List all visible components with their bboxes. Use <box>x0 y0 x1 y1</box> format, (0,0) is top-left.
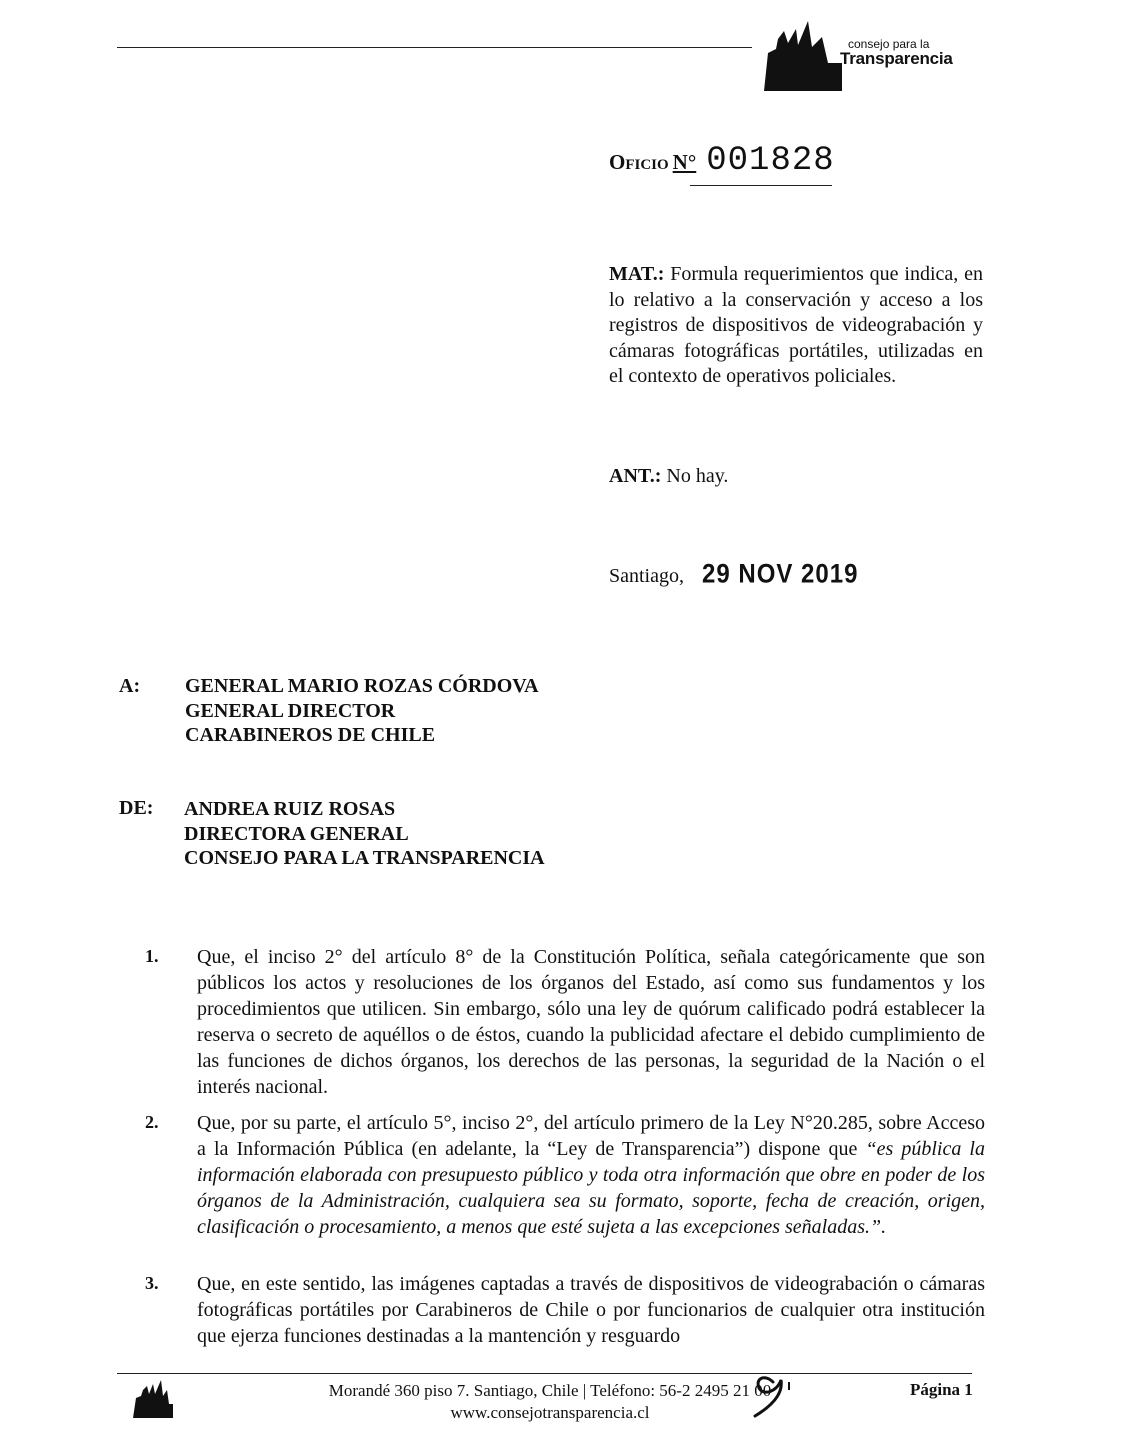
date-city: Santiago, <box>609 565 684 587</box>
oficio-label: Oficio <box>609 150 669 174</box>
paragraph-number: 3. <box>145 1273 159 1293</box>
paragraph-number: 2. <box>145 1112 159 1132</box>
antecedente-block <box>609 465 728 488</box>
transparencia-logo-icon <box>762 19 842 91</box>
paragraph-3: Que, en este sentido, las imágenes captadas a través de dispositivos de videograbación o cámaras fotográficas portátiles por Carabineros de Chile o por funcionarios de cualquier otra institución que ejerza funciones destinadas a la mantención y resguardo <box>197 1273 985 1347</box>
sender-title: DIRECTORA GENERAL <box>184 822 409 845</box>
page-number: Página 1 <box>910 1380 973 1399</box>
footer-address: Morandé 360 piso 7. Santiago, Chile | Teléfono: 56-2 2495 21 00 <box>328 1381 772 1400</box>
recipient-title: GENERAL DIRECTOR <box>185 699 396 722</box>
antecedente-text: No hay. <box>666 465 729 487</box>
recipient-institution: CARABINEROS DE CHILE <box>185 724 436 746</box>
oficio-underline <box>690 185 832 186</box>
sender-label: DE: <box>119 797 154 819</box>
footer-logo-icon <box>133 1380 173 1418</box>
logo-small-text: consejo para la <box>848 37 930 51</box>
oficio-number: 001828 <box>706 142 835 180</box>
footer-rule <box>117 1373 972 1374</box>
date-line <box>609 561 858 589</box>
paragraph-2-quote: “es pública la información elaborada con presupuesto público y toda otra información que obre en poder de los órganos de la Administración, cualquiera sea su formato, soporte, fecha de creación, origen, clasificación o procesamiento, a menos que esté sujeta a las excepciones señaladas.”. <box>197 1138 985 1238</box>
sender-institution: CONSEJO PARA LA TRANSPARENCIA <box>184 847 545 869</box>
sender-name: ANDREA RUIZ ROSAS <box>184 798 396 820</box>
paragraph-2 <box>197 1110 985 1240</box>
paragraph-2-text: Que, por su parte, el artículo 5°, inciso 2°, del artículo primero de la Ley N°20.285, sobre Acceso a la Información Pública (en adelante, la “Ley de Transparencia”) dispone que <box>197 1112 985 1160</box>
oficio-no-label: N° <box>672 150 697 174</box>
materia-label: MAT.: <box>609 263 665 285</box>
oficio-number-line <box>609 142 835 180</box>
paragraph-number: 1. <box>145 946 159 966</box>
footer-website: www.consejotransparencia.cl <box>450 1403 650 1422</box>
date-stamp: 29 NOV 2019 <box>702 559 859 590</box>
logo-brand-text: Transparencia <box>840 49 953 68</box>
materia-text: Formula requerimientos que indica, en lo relativo a la conservación y acceso a los registros de dispositivos de videograbación y cámaras fotográficas portátiles, utilizadas en el contexto de operativos policiales. <box>609 263 983 388</box>
paragraph-1: Que, el inciso 2° del artículo 8° de la Constitución Política, señala categóricamente que son públicos los actos y resoluciones de los órganos del Estado, así como sus fundamentos y los procedimientos que utilicen. Sin embargo, sólo una ley de quórum calificado podrá establecer la reserva o secreto de aquéllos o de éstos, cuando la publicidad afectare el debido cumplimiento de las funciones de dichos órganos, los derechos de las personas, la seguridad de la Nación o el interés nacional. <box>197 946 985 1098</box>
logo-text <box>840 38 953 67</box>
footer-address-block <box>280 1380 820 1424</box>
recipient-label: A: <box>119 675 141 697</box>
header-rule <box>117 47 752 48</box>
recipient-name: GENERAL MARIO ROZAS CÓRDOVA <box>185 675 539 697</box>
handwritten-mark-icon <box>745 1368 805 1418</box>
sender-block <box>184 797 545 871</box>
recipient-block <box>185 674 539 748</box>
antecedente-label: ANT.: <box>609 465 662 487</box>
materia-block <box>609 262 983 390</box>
